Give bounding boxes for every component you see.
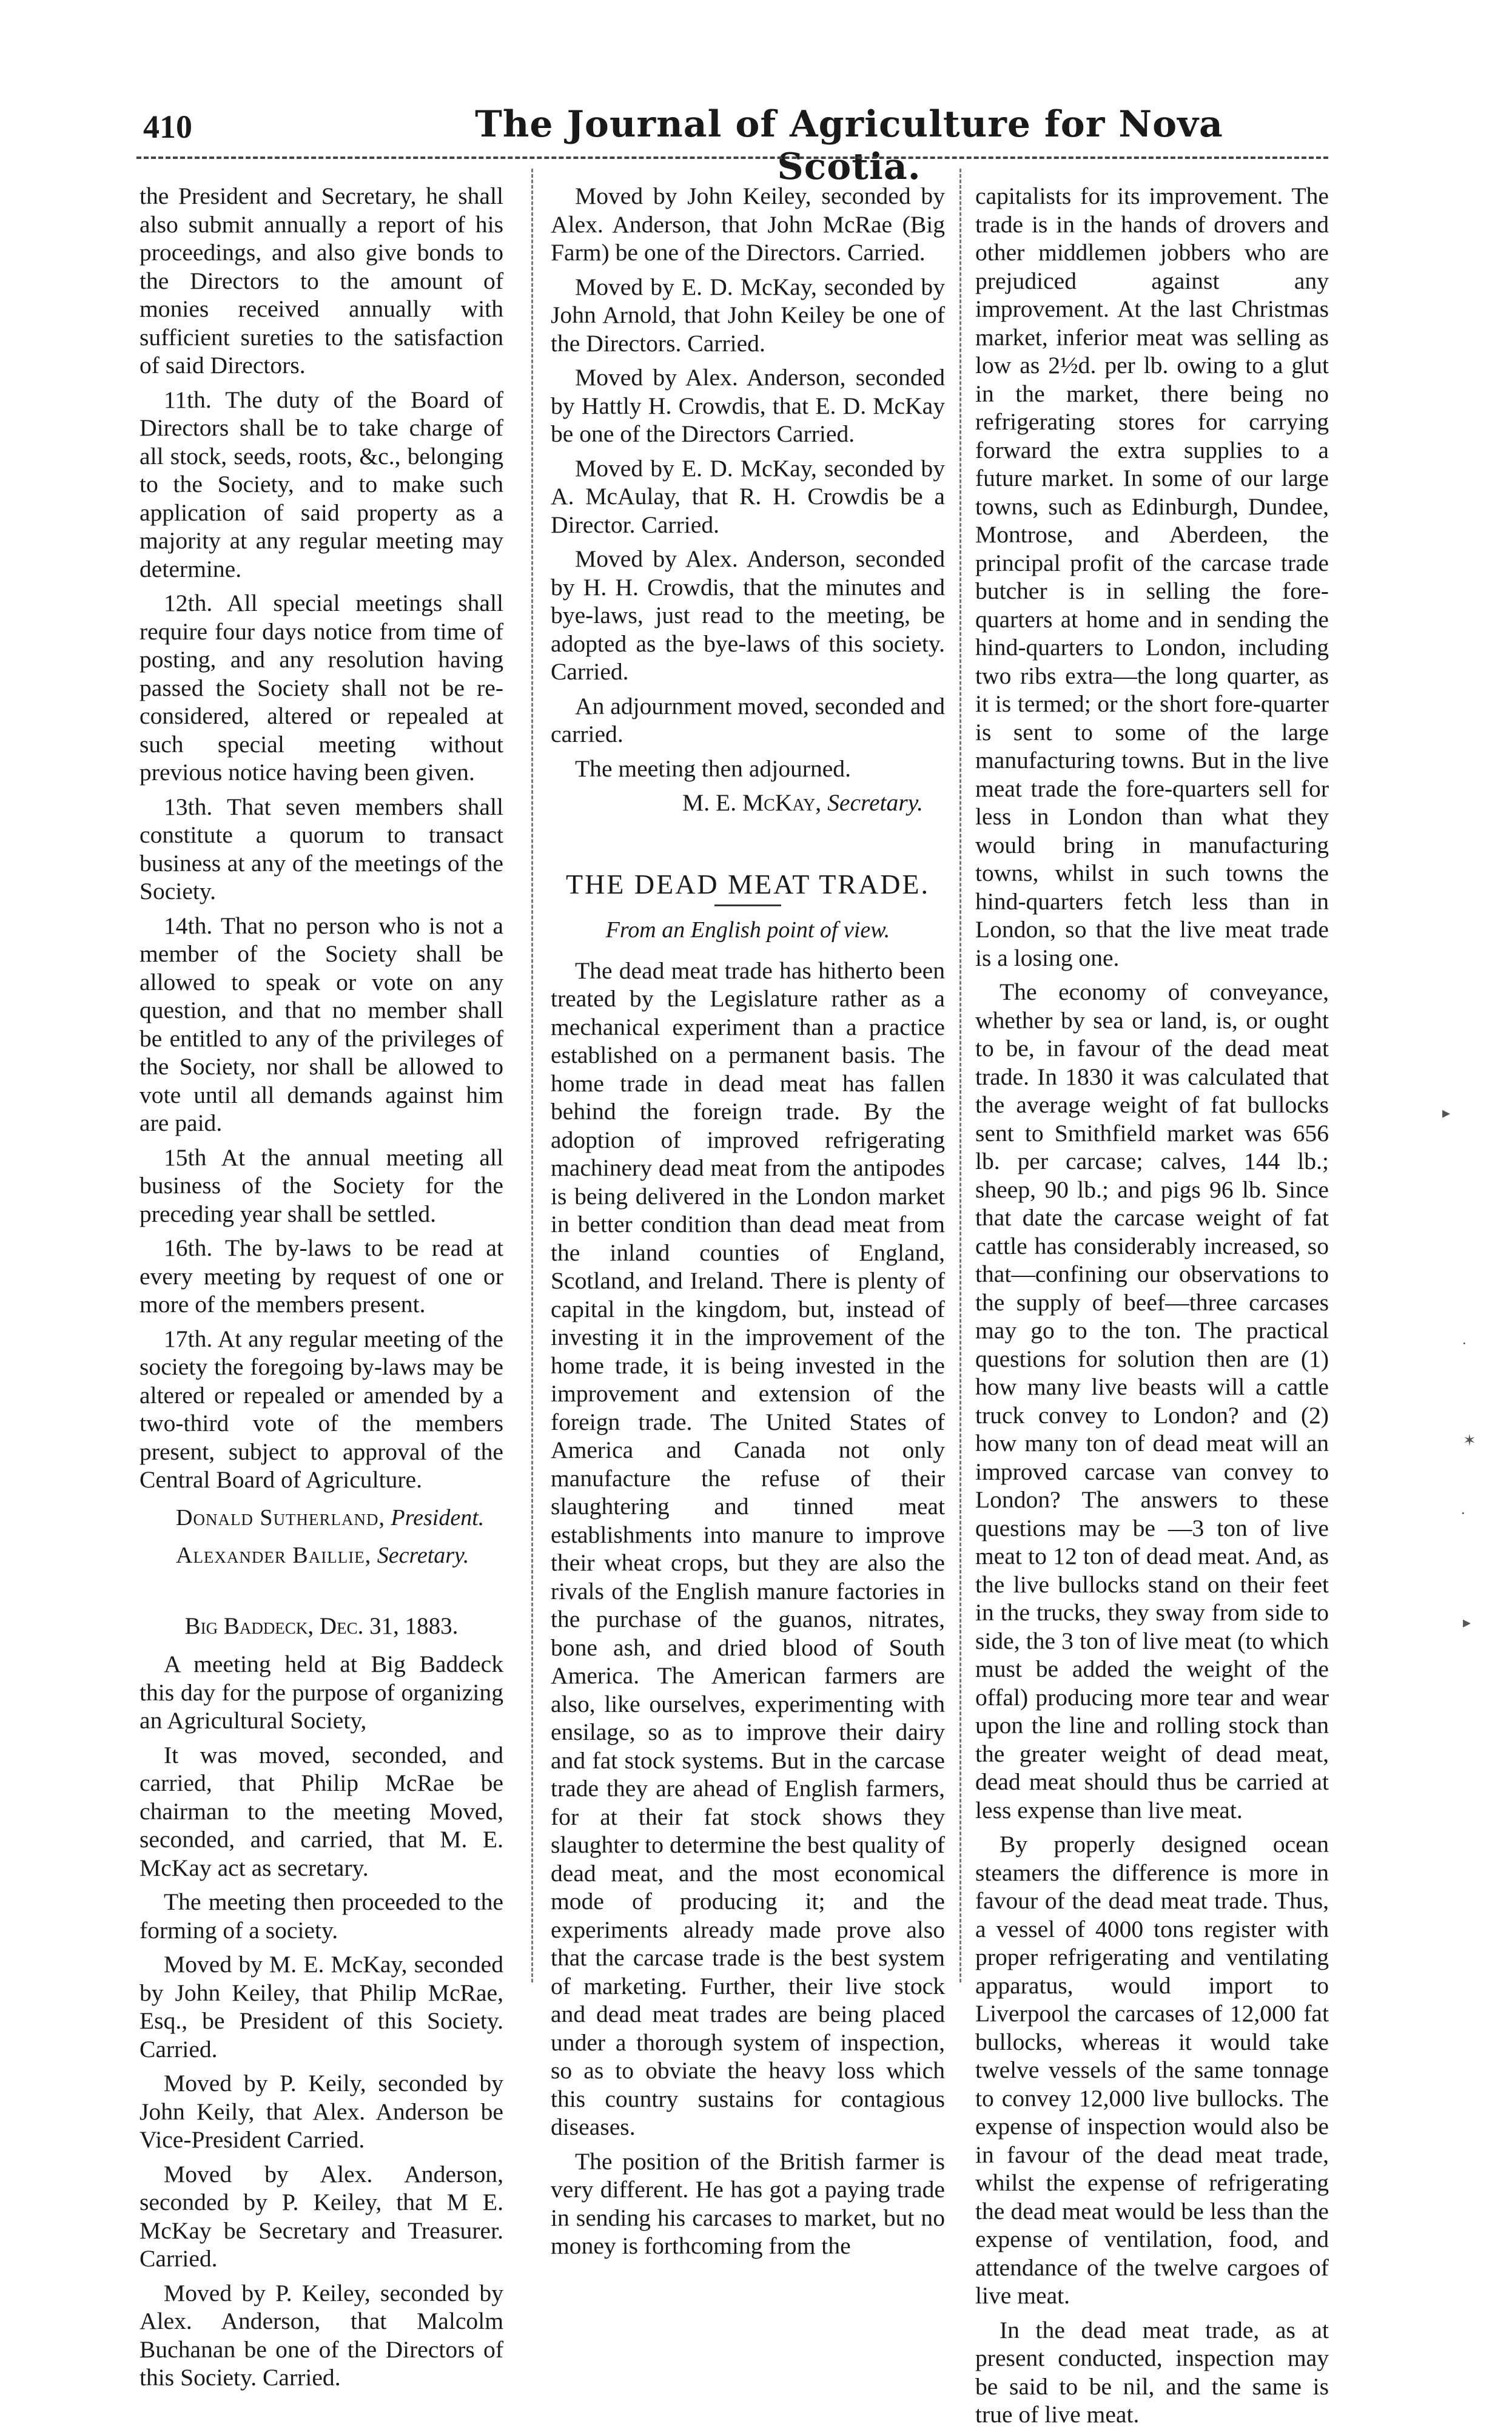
header-rule	[136, 157, 1328, 159]
title-rule	[714, 904, 781, 906]
page-number: 410	[143, 109, 192, 145]
margin-mark: ·	[1460, 1504, 1466, 1522]
signature-title: President.	[391, 1504, 485, 1531]
article-paragraph: In the dead meat trade, as at present conducted, inspection may be said to be nil, and the same is true of live meat.	[975, 2316, 1329, 2428]
signature-secretary	[551, 789, 923, 817]
journal-title: The Journal of Agriculture for Nova Scotia.	[475, 103, 1223, 188]
article-paragraph: The economy of conveyance, whether by sea or land, is, or ought to be, in favour of the dead meat trade. In 1830 it was calculated that the average weight of fat bullocks sent to Smithfield market was 656 lb. per carcase; calves, 144 lb.; sheep, 90 lb.; and pigs 96 lb. Since that date the carcase weight of fat cattle has considerably increased, so that—confining our observations to the supply of beef—three carcases may go to the ton. The practical questions for solution then are (1) how many live beasts will a cattle truck convey to London? and (2) how many ton of dead meat will an improved carcase van convey to London? The answers to these questions may be —3 ton of live meat to 12 ton of dead meat. And, as the live bullocks stand on their feet in the trucks, they sway from side to side, the 3 ton of live meat (to which must be added the weight of the offal) producing more tear and wear upon the line and rolling stock than the greater weight of dead meat, dead meat should thus be carried at less expense than live meat.	[975, 978, 1329, 1824]
column-right	[975, 182, 1329, 2435]
article-paragraph: The position of the British farmer is very different. He has got a paying trade in sending his carcases to market, but no money is forthcoming from the	[551, 2147, 945, 2259]
signature-secretary	[139, 1541, 503, 1570]
column-divider	[531, 169, 533, 1982]
minutes-paragraph: Moved by Alex. Anderson, seconded by P. Keiley, that M E. McKay be Secretary and Treasurer. Carried.	[139, 2160, 503, 2272]
article-paragraph: capitalists for its improvement. The trade is in the hands of drovers and other middlemen jobbers who are prejudiced against any improvement. At the last Christmas market, inferior meat was selling as low as 2½d. per lb. owing to a glut in the market, there being no refrigerating stores for carrying forward the extra supplies to a future market. In some of our large towns, such as Edinburgh, Dundee, Montrose, and Aberdeen, the principal profit of the carcase trade butcher is in selling the fore-quarters at home and in sending the hind-quarters to London, including two ribs extra—the long quarter, as it is termed; or the short fore-quarter is sent to some of the large manufacturing towns. But in the live meat trade the fore-quarters sell for less in London than what they would bring in manufacturing towns, whilst in such towns the hind-quarters fetch less than in London, so that the live meat trade is a losing one.	[975, 183, 1329, 971]
margin-mark: ▸	[1442, 1104, 1451, 1122]
article-paragraph: The dead meat trade has hitherto been treated by the Legislature rather as a mechanical experiment than a practice established on a permanent basis. The home trade in dead meat has fallen behind the foreign trade. By the adoption of improved refrigerating machinery dead meat from the antipodes is being delivered in the London market in better condition than dead meat from the inland counties of England, Scotland, and Ireland. There is plenty of capital in the kingdom, but, instead of investing it in the improvement of the home trade, it is being invested in the improvement and extension of the foreign trade. The United States of America and Canada not only manufacture the refuse of their slaughtering and tinned meat establishments into manure to improve their wheat crops, but they are also the rivals of the English manure factories in the purchase of the guanos, nitrates, bone ash, and dried blood of South America. The American farmers are also, like ourselves, experimenting with ensilage, so as to improve their dairy and fat stock systems. But in the carcase trade they are ahead of English farmers, for at their fat stock shows they slaughter to determine the best quality of dead meat, and the most economical mode of producing it; and the experiments already made prove also that the carcase trade is the best system of marketing. Further, their live stock and dead meat trades are being placed under a thorough system of inspection, so as to obviate the heavy loss which this country sustains for contagious diseases.	[551, 957, 945, 2140]
minutes-paragraph: Moved by M. E. McKay, seconded by John Keiley, that Philip McRae, Esq., be President of this Society. Carried.	[139, 1951, 503, 2063]
minutes-paragraph: Moved by John Keiley, seconded by Alex. Anderson, that John McRae (Big Farm) be one of the Directors. Carried.	[551, 183, 945, 266]
bylaw-12: 12th. All special meetings shall require four days notice from time of posting, and any resolution having passed the Society shall not be re-considered, altered or repealed at such special meeting without previous notice having been given.	[139, 590, 503, 786]
dateline: Big Baddeck, Dec. 31, 1883.	[184, 1612, 459, 1639]
minutes-paragraph: The meeting then adjourned.	[575, 755, 851, 782]
signature-name: Alexander Baillie,	[176, 1543, 372, 1568]
minutes-paragraph: Moved by P. Keily, seconded by John Keily, that Alex. Anderson be Vice-President Carried.	[139, 2070, 503, 2153]
minutes-paragraph: Moved by Alex. Anderson, seconded by H. H. Crowdis, that the minutes and bye-laws, just read to the meeting, be adopted as the bye-laws of this society. Carried.	[551, 545, 945, 685]
signature-title: Secretary.	[377, 1543, 469, 1568]
article-subtitle: From an English point of view.	[605, 917, 890, 943]
minutes-paragraph: Moved by Alex. Anderson, seconded by Hattly H. Crowdis, that E. D. McKay be one of the Directors Carried.	[551, 364, 945, 447]
bylaw-15: 15th At the annual meeting all business of the Society for the preceding year shall be settled.	[139, 1143, 503, 1227]
signature-name: M. E. McKay,	[682, 789, 822, 816]
signature-name: Donald Sutherland,	[176, 1504, 386, 1531]
margin-mark: ✶	[1463, 1432, 1476, 1449]
bylaw-13: 13th. That seven members shall constitute a quorum to transact business at any of the meetings of the Society.	[139, 793, 503, 904]
bylaw-17: 17th. At any regular meeting of the society the foregoing by-laws may be altered or repealed or amended by a two-third vote of the members present, subject to approval of the Central Board of Agriculture.	[139, 1325, 503, 1493]
bylaw-14: 14th. That no person who is not a member of the Society shall be allowed to speak or vote on any question, and that no member shall be entitled to any of the privileges of the Society, nor shall be allowed to vote until all demands against him are paid.	[139, 912, 503, 1136]
minutes-paragraph: An adjournment moved, seconded and carried.	[551, 692, 946, 747]
signature-president	[139, 1504, 503, 1532]
signature-title: Secretary.	[827, 789, 923, 816]
article-paragraph: By properly designed ocean steamers the difference is more in favour of the dead meat trade. Thus, a vessel of 4000 tons register with proper refrigerating and ventilating apparatus, would import to Liverpool the carcases of 12,000 fat bullocks, whereas it would take twelve vessels of the same tonnage to convey 12,000 live bullocks. The expense of inspection would also be in favour of the dead meat trade, whilst the expense of refrigerating the dead meat would be less than the expense of ventilation, food, and attendance of the twelve cargoes of live meat.	[975, 1831, 1329, 2309]
bylaw-continuation: the President and Secretary, he shall also submit annually a report of his proceedings, and also give bonds to the Directors to the amount of monies received annually with sufficient sureties to the satisfaction of said Directors.	[139, 183, 503, 379]
column-left	[139, 182, 503, 2398]
margin-mark: ·	[1462, 1335, 1467, 1352]
minutes-paragraph: Moved by E. D. McKay, seconded by John Arnold, that John Keiley be one of the Directors. Carried.	[551, 273, 945, 357]
article-title: THE DEAD MEAT TRADE.	[565, 868, 930, 900]
minutes-paragraph: Moved by P. Keiley, seconded by Alex. Anderson, that Malcolm Buchanan be one of the Directors of this Society. Carried.	[139, 2279, 503, 2391]
bylaw-16: 16th. The by-laws to be read at every meeting by request of one or more of the members present.	[139, 1234, 503, 1318]
minutes-paragraph: A meeting held at Big Baddeck this day for the purpose of organizing an Agricultural Society,	[139, 1651, 503, 1734]
minutes-paragraph: The meeting then proceeded to the forming of a society.	[139, 1888, 503, 1944]
column-middle	[551, 182, 945, 2266]
minutes-paragraph: Moved by E. D. McKay, seconded by A. McAulay, that R. H. Crowdis be a Director. Carried.	[551, 454, 945, 538]
bylaw-11: 11th. The duty of the Board of Directors shall be to take charge of all stock, seeds, roots, &c., belonging to the Society, and to make such application of said property as a majority at any regular meeting may determine.	[139, 386, 503, 582]
column-divider	[959, 169, 961, 1982]
minutes-paragraph: It was moved, seconded, and carried, that Philip McRae be chairman to the meeting Moved, seconded, and carried, that M. E. McKay act as secretary.	[139, 1741, 503, 1881]
margin-mark: ▸	[1463, 1614, 1471, 1631]
